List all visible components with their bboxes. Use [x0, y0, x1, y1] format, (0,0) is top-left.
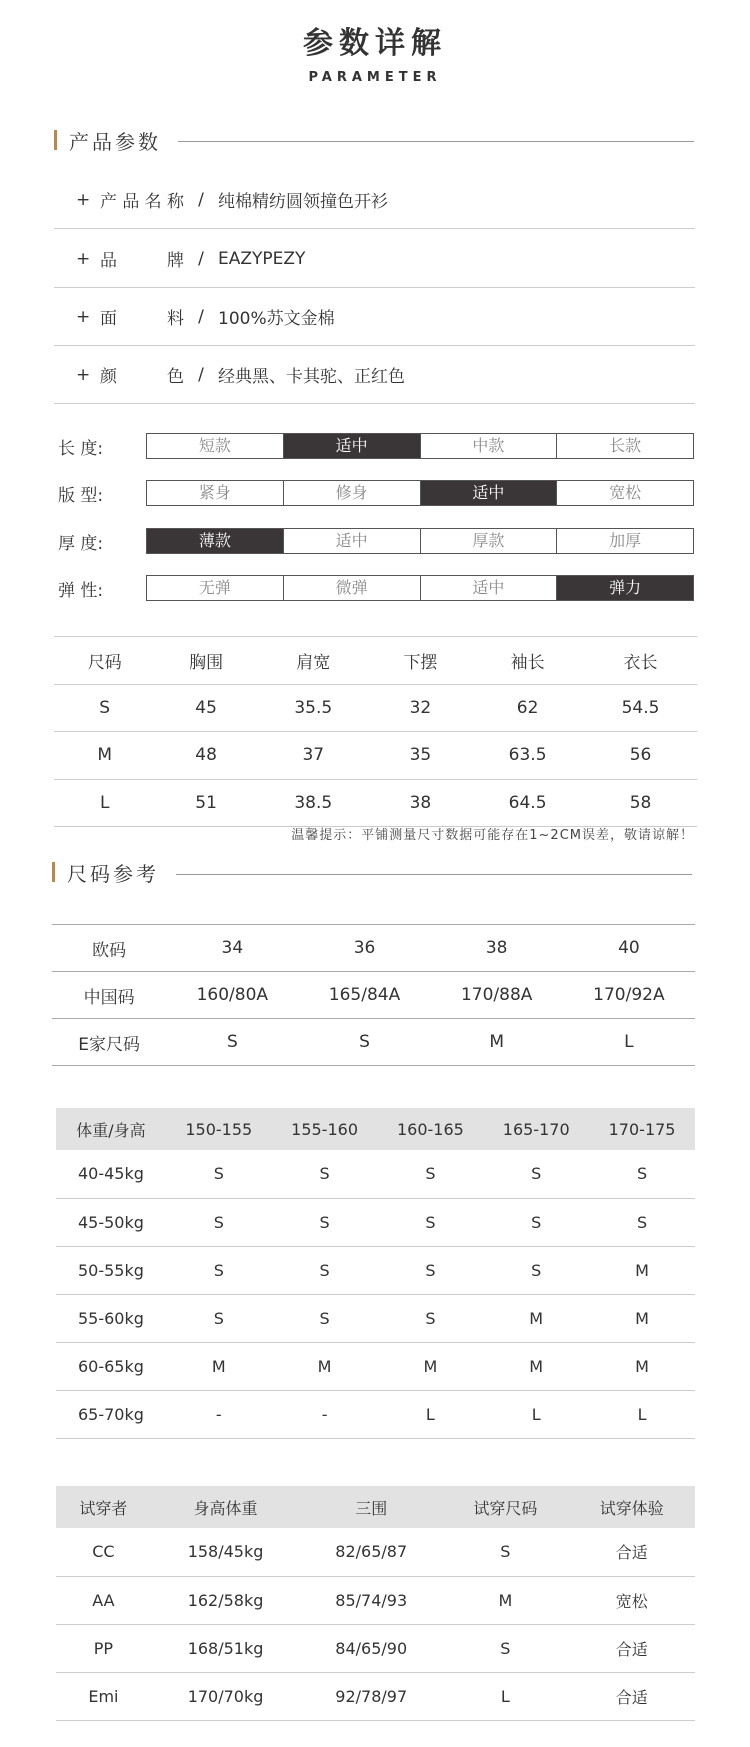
table-cell: -: [166, 1390, 272, 1438]
attribute-option: 无弹: [147, 576, 284, 600]
table-cell: L: [483, 1390, 589, 1438]
param-label: 产品名称: [100, 192, 184, 212]
attribute-option: 微弹: [284, 576, 421, 600]
table-cell: S: [272, 1198, 378, 1246]
table-cell: 60-65kg: [56, 1342, 166, 1390]
table-row: [54, 732, 697, 780]
table-cell: M: [442, 1576, 568, 1624]
table-cell: 37: [257, 732, 370, 780]
attribute-option: 短款: [147, 434, 284, 458]
table-cell: 170/88A: [431, 972, 563, 1019]
table-cell: S: [272, 1150, 378, 1198]
table-row: [56, 1246, 695, 1294]
table-cell: 38: [431, 925, 563, 972]
size-table: [54, 636, 697, 827]
table-cell: S: [54, 684, 155, 732]
table-cell: AA: [56, 1576, 151, 1624]
table-row: [54, 684, 697, 732]
table-cell: S: [166, 1294, 272, 1342]
measurement-tip: 温馨提示：平铺测量尺寸数据可能存在1~2CM误差，敬请谅解！: [291, 828, 694, 843]
table-cell: S: [166, 1198, 272, 1246]
column-header: 尺码: [54, 637, 155, 685]
table-cell: 65-70kg: [56, 1390, 166, 1438]
table-cell: 45-50kg: [56, 1198, 166, 1246]
table-cell: L: [442, 1672, 568, 1720]
column-header: 体重/身高: [56, 1108, 166, 1150]
table-cell: 92/78/97: [300, 1672, 442, 1720]
table-cell: PP: [56, 1624, 151, 1672]
plus-icon: +: [76, 364, 91, 385]
param-value: 100%苏文金棉: [218, 309, 335, 329]
table-cell: 合适: [569, 1672, 695, 1720]
table-cell: S: [589, 1198, 695, 1246]
table-cell: 32: [370, 684, 471, 732]
table-cell: 51: [155, 779, 256, 827]
table-header-row: [56, 1108, 695, 1150]
table-cell: 40-45kg: [56, 1150, 166, 1198]
column-header: 试穿体验: [569, 1486, 695, 1528]
try-on-table: [56, 1486, 695, 1721]
param-label: 面料: [100, 309, 184, 329]
product-param-row: [54, 171, 695, 229]
table-cell: 63.5: [471, 732, 584, 780]
table-cell: M: [54, 732, 155, 780]
table-cell: 欧码: [52, 925, 166, 972]
table-row: [56, 1342, 695, 1390]
table-row: [56, 1672, 695, 1720]
attribute-option: 薄款: [147, 529, 284, 553]
attribute-option: 适中: [421, 481, 558, 505]
plus-icon: +: [76, 189, 91, 210]
table-row: [52, 925, 695, 972]
param-separator: /: [198, 306, 204, 327]
table-cell: S: [272, 1294, 378, 1342]
table-cell: 158/45kg: [151, 1528, 301, 1576]
attribute-option: 中款: [421, 434, 558, 458]
param-value: 纯棉精纺圆领撞色开衫: [218, 192, 388, 212]
section-divider: [178, 141, 694, 142]
table-cell: 168/51kg: [151, 1624, 301, 1672]
table-row: [52, 972, 695, 1019]
attribute-options: [146, 528, 694, 554]
table-cell: 40: [563, 925, 695, 972]
table-cell: E家尺码: [52, 1019, 166, 1066]
table-cell: L: [377, 1390, 483, 1438]
table-cell: 58: [584, 779, 697, 827]
table-cell: S: [166, 1246, 272, 1294]
table-cell: -: [272, 1390, 378, 1438]
attribute-options: [146, 433, 694, 459]
weight-height-table: [56, 1108, 695, 1439]
table-cell: S: [589, 1150, 695, 1198]
table-row: [56, 1528, 695, 1576]
table-header-row: [56, 1486, 695, 1528]
param-separator: /: [198, 364, 204, 385]
table-cell: L: [54, 779, 155, 827]
column-header: 165-170: [483, 1108, 589, 1150]
section-title: 尺码参考: [67, 861, 159, 886]
accent-bar: [52, 862, 55, 882]
table-header-row: [54, 637, 697, 685]
column-header: 155-160: [272, 1108, 378, 1150]
table-cell: 38.5: [257, 779, 370, 827]
table-cell: 162/58kg: [151, 1576, 301, 1624]
table-row: [56, 1576, 695, 1624]
attribute-option: 适中: [284, 434, 421, 458]
column-header: 袖长: [471, 637, 584, 685]
attribute-row: [58, 575, 694, 601]
table-cell: 54.5: [584, 684, 697, 732]
table-cell: 50-55kg: [56, 1246, 166, 1294]
attribute-option: 弹力: [557, 576, 693, 600]
table-cell: M: [483, 1342, 589, 1390]
table-cell: L: [589, 1390, 695, 1438]
table-cell: 170/70kg: [151, 1672, 301, 1720]
column-header: 试穿尺码: [442, 1486, 568, 1528]
table-cell: S: [442, 1624, 568, 1672]
table-cell: S: [377, 1246, 483, 1294]
column-header: 身高体重: [151, 1486, 301, 1528]
column-header: 160-165: [377, 1108, 483, 1150]
table-cell: 合适: [569, 1624, 695, 1672]
table-cell: 62: [471, 684, 584, 732]
attribute-row: [58, 433, 694, 459]
attribute-option: 厚款: [421, 529, 558, 553]
param-label: 品牌: [100, 251, 184, 271]
product-param-row: [54, 288, 695, 346]
table-cell: S: [298, 1019, 430, 1066]
param-value: EAZYPEZY: [218, 248, 306, 269]
column-header: 下摆: [370, 637, 471, 685]
plus-icon: +: [76, 248, 91, 269]
table-row: [56, 1150, 695, 1198]
table-cell: S: [272, 1246, 378, 1294]
table-row: [52, 1019, 695, 1066]
table-cell: M: [589, 1342, 695, 1390]
table-cell: M: [483, 1294, 589, 1342]
table-cell: M: [166, 1342, 272, 1390]
plus-icon: +: [76, 306, 91, 327]
table-cell: S: [483, 1198, 589, 1246]
attribute-label: 弹 性:: [58, 580, 104, 601]
page-title: 参数详解: [303, 26, 447, 61]
column-header: 衣长: [584, 637, 697, 685]
table-cell: S: [442, 1528, 568, 1576]
table-cell: 160/80A: [166, 972, 298, 1019]
table-cell: 合适: [569, 1528, 695, 1576]
column-header: 170-175: [589, 1108, 695, 1150]
column-header: 肩宽: [257, 637, 370, 685]
table-cell: 35: [370, 732, 471, 780]
attribute-options: [146, 575, 694, 601]
table-cell: 84/65/90: [300, 1624, 442, 1672]
column-header: 试穿者: [56, 1486, 151, 1528]
table-cell: 34: [166, 925, 298, 972]
column-header: 胸围: [155, 637, 256, 685]
section-divider: [176, 874, 692, 875]
attribute-option: 适中: [284, 529, 421, 553]
section-heading-size-ref: [52, 860, 159, 884]
attribute-options: [146, 480, 694, 506]
page-subtitle: PARAMETER: [308, 70, 442, 85]
table-cell: 宽松: [569, 1576, 695, 1624]
product-param-row: [54, 346, 695, 404]
column-header: 三围: [300, 1486, 442, 1528]
section-heading-product: [54, 128, 161, 152]
table-cell: 56: [584, 732, 697, 780]
accent-bar: [54, 130, 57, 150]
attribute-label: 版 型:: [58, 485, 104, 506]
attribute-row: [58, 480, 694, 506]
table-cell: 45: [155, 684, 256, 732]
attribute-option: 宽松: [609, 483, 642, 502]
table-row: [56, 1624, 695, 1672]
table-cell: M: [589, 1246, 695, 1294]
table-row: [56, 1294, 695, 1342]
table-cell: 82/65/87: [300, 1528, 442, 1576]
table-cell: 64.5: [471, 779, 584, 827]
table-cell: S: [377, 1294, 483, 1342]
size-reference-table: [52, 924, 695, 1066]
attribute-label: 长 度:: [58, 438, 104, 459]
attribute-option: 加厚: [609, 531, 642, 550]
table-cell: 165/84A: [298, 972, 430, 1019]
attribute-row: [58, 528, 694, 554]
param-label: 颜色: [100, 367, 184, 387]
product-param-row: [54, 230, 695, 288]
attribute-label: 厚 度:: [58, 533, 104, 554]
table-cell: M: [431, 1019, 563, 1066]
table-cell: S: [377, 1150, 483, 1198]
attribute-option: 修身: [284, 481, 421, 505]
table-cell: M: [589, 1294, 695, 1342]
table-cell: L: [563, 1019, 695, 1066]
column-header: 150-155: [166, 1108, 272, 1150]
table-row: [54, 779, 697, 827]
table-cell: S: [166, 1019, 298, 1066]
table-cell: Emi: [56, 1672, 151, 1720]
param-separator: /: [198, 248, 204, 269]
section-title: 产品参数: [69, 129, 161, 154]
table-cell: 中国码: [52, 972, 166, 1019]
attribute-option: 紧身: [147, 481, 284, 505]
table-row: [56, 1198, 695, 1246]
table-cell: 35.5: [257, 684, 370, 732]
table-cell: 38: [370, 779, 471, 827]
table-cell: S: [166, 1150, 272, 1198]
table-cell: M: [272, 1342, 378, 1390]
param-separator: /: [198, 189, 204, 210]
table-cell: S: [483, 1246, 589, 1294]
attribute-option: 适中: [421, 576, 558, 600]
table-cell: 48: [155, 732, 256, 780]
table-cell: 170/92A: [563, 972, 695, 1019]
param-value: 经典黑、卡其驼、正红色: [218, 367, 405, 387]
attribute-option: 长款: [609, 436, 642, 455]
table-cell: M: [377, 1342, 483, 1390]
table-cell: 55-60kg: [56, 1294, 166, 1342]
table-cell: 36: [298, 925, 430, 972]
table-cell: 85/74/93: [300, 1576, 442, 1624]
table-cell: S: [377, 1198, 483, 1246]
table-cell: S: [483, 1150, 589, 1198]
table-cell: CC: [56, 1528, 151, 1576]
table-row: [56, 1390, 695, 1438]
